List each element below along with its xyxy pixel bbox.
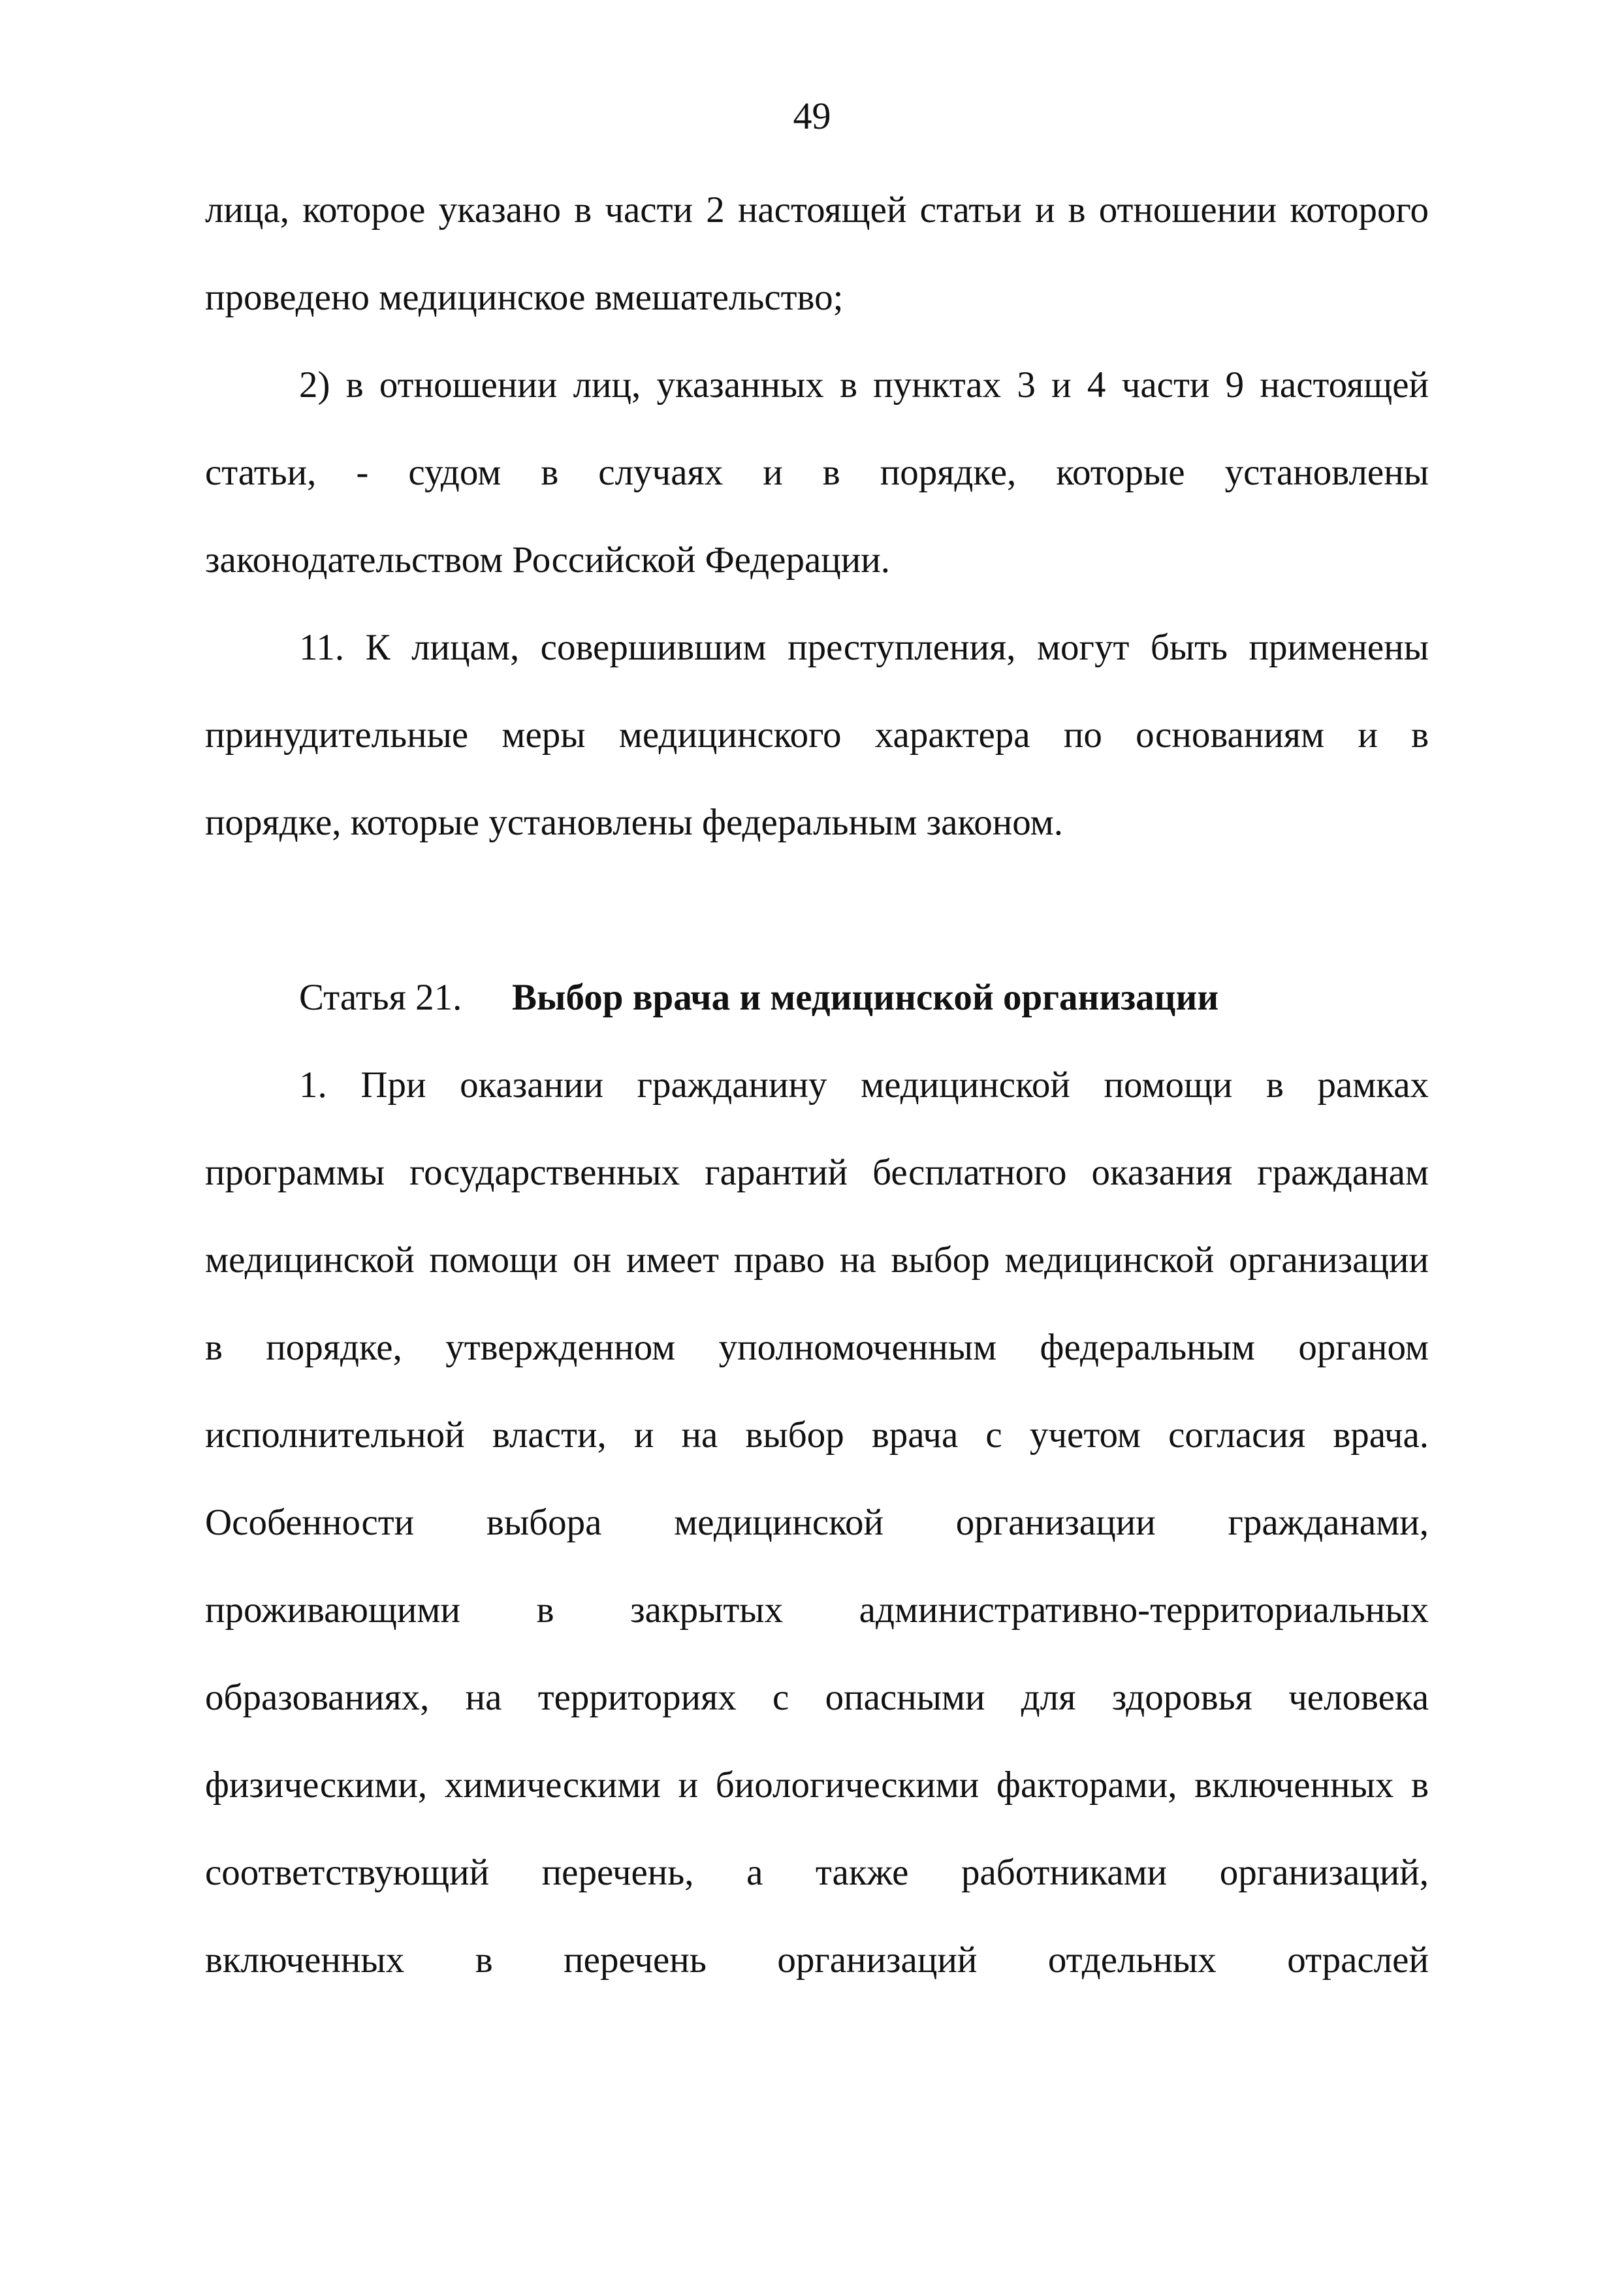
text-line: образованиях, на территориях с опасными для здоровья человека: [205, 1677, 1429, 1718]
text-line: лица, которое указано в части 2 настоящей статьи и в отношении которого: [205, 189, 1429, 231]
text-line: Особенности выбора медицинской организации гражданами,: [205, 1502, 1429, 1543]
article-heading: [205, 970, 1429, 1058]
text-line: 1. При оказании гражданину медицинской помощи в рамках: [299, 1064, 1429, 1106]
text-line: соответствующий перечень, а также работниками организаций,: [205, 1852, 1429, 1893]
text-line: физическими, химическими и биологическими факторами, включенных в: [205, 1764, 1429, 1806]
text-line: принудительные меры медицинского характера по основаниям и в: [205, 714, 1429, 756]
article-title: Выбор врача и медицинской организации: [512, 977, 1219, 1018]
text-line: статьи, - судом в случаях и в порядке, которые установлены: [205, 452, 1429, 493]
text-line: порядке, которые установлены федеральным законом.: [205, 802, 1064, 843]
text-line: законодательством Российской Федерации.: [205, 539, 891, 581]
article-number: Статья 21.: [299, 977, 462, 1018]
text-line: проведено медицинское вмешательство;: [205, 277, 844, 318]
text-line: включенных в перечень организаций отдельных отраслей: [205, 1939, 1429, 1981]
text-line: медицинской помощи он имеет право на выбор медицинской организации: [205, 1239, 1429, 1281]
text-line: проживающими в закрытых административно-территориальных: [205, 1589, 1429, 1631]
text-line: программы государственных гарантий бесплатного оказания гражданам: [205, 1152, 1429, 1193]
text-line: в порядке, утвержденном уполномоченным федеральным органом: [205, 1327, 1429, 1368]
text-line: 11. К лицам, совершившим преступления, могут быть применены: [299, 627, 1429, 668]
section-gap: [205, 883, 1429, 970]
document-body: [205, 183, 1429, 2020]
text-line: 2) в отношении лиц, указанных в пунктах 3 и 4 части 9 настоящей: [299, 364, 1429, 406]
page-number: 49: [793, 95, 831, 137]
text-line: исполнительной власти, и на выбор врача с учетом согласия врача.: [205, 1414, 1429, 1456]
